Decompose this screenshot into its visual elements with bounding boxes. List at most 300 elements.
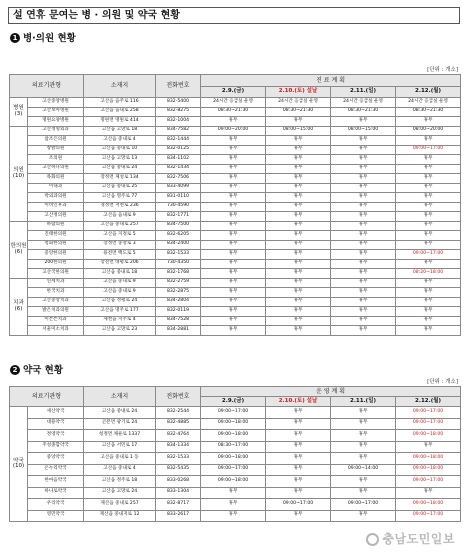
day-sun: 휴무 xyxy=(331,117,396,127)
address: 고산읍 중내로 9 xyxy=(84,288,156,298)
table-row xyxy=(10,499,461,511)
address: 제산읍 중내지로 12 xyxy=(84,510,156,522)
day-sun: 휴무 xyxy=(331,297,396,307)
day-mon: 08:20~18:00 xyxy=(396,269,461,279)
day-sun: 24시간 응급실 운영 xyxy=(331,98,396,108)
table-row xyxy=(10,231,461,241)
facility-name: 하람의원 xyxy=(28,221,84,231)
facility-name: 조의원 xyxy=(28,155,84,165)
day-fri: 휴무 xyxy=(201,326,266,336)
phone: 832-2544 xyxy=(156,407,201,419)
phone: 832-1771 xyxy=(156,212,201,222)
day-fri: 휴무 xyxy=(201,250,266,260)
day-fri: 휴무 xyxy=(201,240,266,250)
address: 고산읍 중내로 1 동 xyxy=(84,453,156,465)
date-header: 2.12.(월) xyxy=(396,87,461,98)
day-mon: 휴무 xyxy=(396,136,461,146)
facility-name: 200한의원 xyxy=(28,259,84,269)
day-mon: 휴무 xyxy=(396,212,461,222)
phone: 834-7528 xyxy=(156,316,201,326)
address: 제산읍 중내로 257 xyxy=(84,499,156,511)
phone: 834-7500 xyxy=(156,221,201,231)
address: 고산읍 중내로 4 xyxy=(84,136,156,146)
day-sat: 휴무 xyxy=(266,316,331,326)
facility-name: 목화의원 xyxy=(28,174,84,184)
day-sun: 휴무 xyxy=(331,250,396,260)
phone: 833-1304 xyxy=(156,487,201,499)
facility-name: 주성종합약국 xyxy=(28,441,84,453)
address: 장정면 제성로 134 xyxy=(84,174,156,184)
date-header: 2.12.(월) xyxy=(396,397,461,407)
facility-name: 창밝의원 xyxy=(28,145,84,155)
pharmacy-table xyxy=(9,386,461,522)
day-sat: 휴무 xyxy=(266,297,331,307)
day-sat: 휴무 xyxy=(266,212,331,222)
day-sat: 휴무 xyxy=(266,136,331,146)
plan-header: 진 료 계 획 xyxy=(201,75,461,87)
table-row xyxy=(10,117,461,127)
facility-name: 고산정의원 xyxy=(28,212,84,222)
day-mon: 휴무 xyxy=(396,487,461,499)
table-row xyxy=(10,164,461,174)
phone: 832-1444 xyxy=(156,136,201,146)
phone: 834-2804 xyxy=(156,297,201,307)
phone: 834-1102 xyxy=(156,155,201,165)
facility-name: 고산국한의원 xyxy=(28,269,84,279)
day-sun: 휴무 xyxy=(331,316,396,326)
day-sun: 09:00~14:00 xyxy=(331,464,396,476)
day-sat: 휴무 xyxy=(266,250,331,260)
day-mon: 휴무 xyxy=(396,117,461,127)
address: 용전면 백도로 5 xyxy=(84,250,156,260)
newspaper-watermark xyxy=(366,530,455,547)
day-sat: 휴무 xyxy=(266,326,331,336)
table-row xyxy=(10,145,461,155)
day-sun: 휴무 xyxy=(331,183,396,193)
section-number-1: 1 xyxy=(10,33,20,43)
day-sun: 휴무 xyxy=(331,430,396,442)
phone: 730-4590 xyxy=(156,202,201,212)
phone: 832-0125 xyxy=(156,145,201,155)
phone: 832-4764 xyxy=(156,430,201,442)
facility-name: 참조은의원 xyxy=(28,136,84,146)
phone: 832-6205 xyxy=(156,231,201,241)
phone: 832-5400 xyxy=(156,98,201,108)
col-place-header: 소재지 xyxy=(84,75,156,98)
day-fri: 휴무 xyxy=(201,278,266,288)
phone: 834-2881 xyxy=(156,326,201,336)
day-fri: 휴무 xyxy=(201,193,266,203)
facility-name: 진태한의원 xyxy=(28,231,84,241)
hospital-section-title: 병·의원 현황 xyxy=(23,33,76,44)
facility-name: 고산정형외과 xyxy=(28,126,84,136)
address: 장전면 대평로 206 xyxy=(84,259,156,269)
day-mon: 09:00~17:00 xyxy=(396,476,461,488)
group-label: 병원 (3) xyxy=(10,98,28,127)
day-mon: 휴무 xyxy=(396,259,461,269)
facility-name: 고산하나의원 xyxy=(28,164,84,174)
facility-name: 고산보아병원 xyxy=(28,107,84,117)
table-row xyxy=(10,221,461,231)
facility-name: 고산중앙병원 xyxy=(28,98,84,108)
day-fri: 휴무 xyxy=(201,174,266,184)
facility-name: 하나로약국 xyxy=(28,487,84,499)
table-row xyxy=(10,174,461,184)
address: 고산읍 중내로 257 xyxy=(84,221,156,231)
day-fri: 휴무 xyxy=(201,231,266,241)
address: 고산읍 중내로 24 xyxy=(84,407,156,419)
facility-name: 영민약국 xyxy=(28,510,84,522)
address: 고산읍 읍주로 116 xyxy=(84,98,156,108)
facility-name: 대용약국 xyxy=(28,418,84,430)
table-row xyxy=(10,259,461,269)
day-sun: 휴무 xyxy=(331,231,396,241)
phone: 833-0268 xyxy=(156,476,201,488)
facility-name: 정영약국 xyxy=(28,430,84,442)
day-sun: 휴무 xyxy=(331,476,396,488)
pharmacy-section-heading xyxy=(10,362,63,376)
table-row xyxy=(10,430,461,442)
day-fri: 휴무 xyxy=(201,155,266,165)
hospital-unit-label: [단위 : 개소] xyxy=(427,67,458,73)
day-mon: 휴무 xyxy=(396,155,461,165)
date-header: 2.11.(일) xyxy=(331,397,396,407)
address: 고산읍 명주로 77 xyxy=(84,193,156,203)
phone: 833-2617 xyxy=(156,510,201,522)
table-row xyxy=(10,269,461,279)
day-fri: 휴무 xyxy=(201,269,266,279)
facility-name: 한국치과 xyxy=(28,288,84,298)
day-sun: 휴무 xyxy=(331,145,396,155)
watermark-text: 충남도민일보 xyxy=(382,532,455,546)
phone: 834-7582 xyxy=(156,126,201,136)
day-mon: 08:30~21:30 xyxy=(396,107,461,117)
address: 제천읍 지주로 4 xyxy=(84,316,156,326)
day-mon: 휴무 xyxy=(396,174,461,184)
day-fri: 휴무 xyxy=(201,259,266,269)
day-fri: 09:00~18:00 xyxy=(201,430,266,442)
table-row xyxy=(10,212,461,222)
day-sat: 휴무 xyxy=(266,183,331,193)
table-row xyxy=(10,476,461,488)
table-row xyxy=(10,202,461,212)
facility-name: 온누리약국 xyxy=(28,464,84,476)
facility-name: 중앙약국 xyxy=(28,453,84,465)
day-sat: 09:00~17:00 xyxy=(266,499,331,511)
day-mon: 09:00~18:00 xyxy=(396,464,461,476)
day-mon: 휴무 xyxy=(396,316,461,326)
day-sun: 휴무 xyxy=(331,407,396,419)
table-row xyxy=(10,278,461,288)
day-sat: 휴무 xyxy=(266,278,331,288)
day-sun: 08:30~21:30 xyxy=(331,107,396,117)
facility-name: 밝은치과의원 xyxy=(28,307,84,317)
day-mon: 휴무 xyxy=(396,221,461,231)
day-fri: 08:30~17:00 xyxy=(201,441,266,453)
day-sun: 휴무 xyxy=(331,453,396,465)
day-sat: 휴무 xyxy=(266,174,331,184)
day-sat: 24시간 응급실 운영 xyxy=(266,98,331,108)
phone: 832-2759 xyxy=(156,278,201,288)
phone: 832-2875 xyxy=(156,288,201,298)
address: 경정면 저천로 236 xyxy=(84,202,156,212)
table-row xyxy=(10,136,461,146)
phone: 831-0110 xyxy=(156,193,201,203)
day-mon: 휴무 xyxy=(396,307,461,317)
day-fri: 휴무 xyxy=(201,288,266,298)
logo-icon xyxy=(366,533,379,546)
day-fri: 휴무 xyxy=(201,297,266,307)
day-fri: 09:00~17:00 xyxy=(201,464,266,476)
address: 고산읍 고망로 23 xyxy=(84,326,156,336)
facility-name: 중앙한의원 xyxy=(28,250,84,260)
day-mon: 휴무 xyxy=(396,183,461,193)
col-type-header: 의료기관형 xyxy=(10,75,84,98)
day-mon: 09:00~17:00 xyxy=(396,418,461,430)
pharmacy-unit-label: [단위 : 개소] xyxy=(427,379,458,385)
day-sun: 휴무 xyxy=(331,288,396,298)
address: 곤폰면 광기로 24 xyxy=(84,418,156,430)
table-row xyxy=(10,307,461,317)
facility-name: 연세치과 xyxy=(28,278,84,288)
day-sat: 휴무 xyxy=(266,307,331,317)
day-sun: 휴무 xyxy=(331,441,396,453)
hospital-section-heading xyxy=(10,30,76,44)
phone: 834-2400 xyxy=(156,240,201,250)
hospital-table xyxy=(9,74,461,336)
day-sat: 휴무 xyxy=(266,418,331,430)
address: 고산읍 중내로 4 xyxy=(84,464,156,476)
day-sun: 휴무 xyxy=(331,202,396,212)
day-sat: 휴무 xyxy=(266,117,331,127)
phone: 832-1768 xyxy=(156,269,201,279)
table-row xyxy=(10,326,461,336)
address: 명원면 명원로 414 xyxy=(84,117,156,127)
day-sat: 휴무 xyxy=(266,430,331,442)
page-title: 설 연휴 문여는 병 · 의원 및 약국 현황 xyxy=(8,7,460,24)
date-header: 2.10.(토) 설날 xyxy=(266,397,331,407)
day-mon: 휴무 xyxy=(396,164,461,174)
day-sat: 휴무 xyxy=(266,464,331,476)
address: 고산읍 고망로 18 xyxy=(84,126,156,136)
day-fri: 휴무 xyxy=(201,117,266,127)
day-sat: 휴무 xyxy=(266,407,331,419)
address: 고산읍 중내로 25 xyxy=(84,183,156,193)
day-mon: 09:00~17:00 xyxy=(396,407,461,419)
day-mon: 휴무 xyxy=(396,326,461,336)
facility-name: 고산중앙치과 xyxy=(28,297,84,307)
table-row xyxy=(10,250,461,260)
table-row xyxy=(10,487,461,499)
facility-name: 이비인후과 xyxy=(28,202,84,212)
group-label: 한의원 (6) xyxy=(10,221,28,278)
address: 고산읍 고망로 24 xyxy=(84,487,156,499)
day-sun: 휴무 xyxy=(331,240,396,250)
day-sat: 휴무 xyxy=(266,288,331,298)
address: 고산읍 정주로 18 xyxy=(84,476,156,488)
day-sun: 휴무 xyxy=(331,326,396,336)
day-mon: 09:00~17:00 xyxy=(396,145,461,155)
day-sun: 휴무 xyxy=(331,487,396,499)
day-sun: 휴무 xyxy=(331,164,396,174)
address: 고산읍 정평로 24 xyxy=(84,297,156,307)
table-row xyxy=(10,316,461,326)
table-row xyxy=(10,98,461,108)
day-sun: 09:00~17:00 xyxy=(331,499,396,511)
day-sat: 휴무 xyxy=(266,269,331,279)
address: 고산읍 지정로 5 xyxy=(84,231,156,241)
table-row xyxy=(10,240,461,250)
address: 고산읍 읍내로 9 xyxy=(84,212,156,222)
day-mon: 휴무 xyxy=(396,288,461,298)
day-mon: 휴무 xyxy=(396,278,461,288)
table-row xyxy=(10,407,461,419)
table-row xyxy=(10,288,461,298)
phone: 832-7506 xyxy=(156,174,201,184)
phone: 832-1533 xyxy=(156,453,201,465)
day-mon: 휴무 xyxy=(396,441,461,453)
day-fri: 휴무 xyxy=(201,316,266,326)
day-fri: 휴무 xyxy=(201,164,266,174)
day-sat: 휴무 xyxy=(266,231,331,241)
phone: 832-4885 xyxy=(156,418,201,430)
table-row xyxy=(10,464,461,476)
plan-header: 운 영 계 획 xyxy=(201,387,461,397)
phone: 832-8717 xyxy=(156,499,201,511)
facility-name: 한마음약국 xyxy=(28,476,84,488)
day-sat: 휴무 xyxy=(266,164,331,174)
phone: 832-8275 xyxy=(156,107,201,117)
day-sat: 휴무 xyxy=(266,155,331,165)
address: 고산읍 고망로 13 xyxy=(84,155,156,165)
day-sun: 휴무 xyxy=(331,269,396,279)
day-fri: 09:00~17:00 xyxy=(201,407,266,419)
day-sat: 휴무 xyxy=(266,221,331,231)
day-mon: 24시간 응급실 운영 xyxy=(396,98,461,108)
day-fri: 24시간 응급실 운영 xyxy=(201,98,266,108)
day-mon: 휴무 xyxy=(396,202,461,212)
table-row xyxy=(10,183,461,193)
day-sat: 휴무 xyxy=(266,453,331,465)
date-header: 2.9.(금) xyxy=(201,397,266,407)
day-mon: 08:00~20:00 xyxy=(396,126,461,136)
address: 고산읍 중내로 18 xyxy=(84,269,156,279)
table-row xyxy=(10,107,461,117)
group-label: 약국 (10) xyxy=(10,407,28,522)
group-label: 의원 (10) xyxy=(10,126,28,221)
day-fri: 휴무 xyxy=(201,499,266,511)
date-header: 2.10.(토) 설날 xyxy=(266,87,331,98)
day-sat: 휴무 xyxy=(266,259,331,269)
day-mon: 09:00~18:00 xyxy=(396,430,461,442)
table-row xyxy=(10,510,461,522)
facility-name: 이튼튼치과 xyxy=(28,316,84,326)
group-label: 치과 (6) xyxy=(10,278,28,335)
table-row xyxy=(10,297,461,307)
phone: 730-4350 xyxy=(156,259,201,269)
day-fri: 09:00~20:00 xyxy=(201,126,266,136)
date-header: 2.9.(금) xyxy=(201,87,266,98)
day-fri: 09:00~18:00 xyxy=(201,453,266,465)
address: 고산읍 중내로 24 xyxy=(84,164,156,174)
phone: 834-1334 xyxy=(156,441,201,453)
address: 장정면 중앙로 3 xyxy=(84,240,156,250)
day-mon: 09:00~18:00 xyxy=(396,499,461,511)
address: 고산읍 중내로 9 xyxy=(84,278,156,288)
day-sat: 휴무 xyxy=(266,202,331,212)
day-mon: 09:00~18:00 xyxy=(396,453,461,465)
day-fri: 휴무 xyxy=(201,136,266,146)
day-mon: 09:00~17:00 xyxy=(396,510,461,522)
col-place-header: 소재지 xyxy=(84,387,156,407)
phone: 832-5435 xyxy=(156,464,201,476)
section-number-2: 2 xyxy=(10,365,20,375)
day-sat: 휴무 xyxy=(266,193,331,203)
facility-name: 청화한의원 xyxy=(28,240,84,250)
day-sat: 휴무 xyxy=(266,240,331,250)
table-row xyxy=(10,155,461,165)
day-mon: 휴무 xyxy=(396,297,461,307)
address: 고산읍 명주로 177 xyxy=(84,307,156,317)
day-sat: 08:00~15:00 xyxy=(266,126,331,136)
day-mon: 휴무 xyxy=(396,231,461,241)
day-sun: 휴무 xyxy=(331,136,396,146)
address: 고산읍 중내로 10 xyxy=(84,145,156,155)
day-fri: 휴무 xyxy=(201,307,266,317)
day-sun: 휴무 xyxy=(331,418,396,430)
day-sat: 08:30~21:30 xyxy=(266,107,331,117)
address: 고산읍 읍내로 258 xyxy=(84,107,156,117)
day-fri: 휴무 xyxy=(201,510,266,522)
date-header: 2.11.(일) xyxy=(331,87,396,98)
day-fri: 휴무 xyxy=(201,183,266,193)
col-phone-header: 전화번호 xyxy=(156,387,201,407)
day-sun: 휴무 xyxy=(331,221,396,231)
day-sun: 휴무 xyxy=(331,193,396,203)
day-fri: 휴무 xyxy=(201,487,266,499)
address: 청정면 채운로 1337 xyxy=(84,430,156,442)
facility-name: 서울미소치과 xyxy=(28,326,84,336)
day-sun: 휴무 xyxy=(331,155,396,165)
phone: 832-1004 xyxy=(156,117,201,127)
day-mon: 휴무 xyxy=(396,240,461,250)
day-sun: 휴무 xyxy=(331,212,396,222)
day-sat: 휴무 xyxy=(266,476,331,488)
facility-name: 우리약국 xyxy=(28,499,84,511)
phone: 833-4099 xyxy=(156,183,201,193)
col-phone-header: 전화번호 xyxy=(156,75,201,98)
facility-name: 박외과의원 xyxy=(28,193,84,203)
facility-name: 이내과 xyxy=(28,183,84,193)
day-sun: 휴무 xyxy=(331,510,396,522)
table-row xyxy=(10,193,461,203)
day-sun: 휴무 xyxy=(331,307,396,317)
day-sun: 휴무 xyxy=(331,174,396,184)
day-mon: 휴무 xyxy=(396,193,461,203)
table-row xyxy=(10,441,461,453)
table-row xyxy=(10,453,461,465)
day-fri: 휴무 xyxy=(201,202,266,212)
address: 고산읍 서민로 17 xyxy=(84,441,156,453)
day-sat: 휴무 xyxy=(266,487,331,499)
day-fri: 휴무 xyxy=(201,212,266,222)
facility-name: 새산약국 xyxy=(28,407,84,419)
day-fri: 휴무 xyxy=(201,221,266,231)
table-row xyxy=(10,126,461,136)
day-fri: 08:30~21:30 xyxy=(201,107,266,117)
day-sun: 휴무 xyxy=(331,278,396,288)
day-fri: 09:00~18:00 xyxy=(201,418,266,430)
